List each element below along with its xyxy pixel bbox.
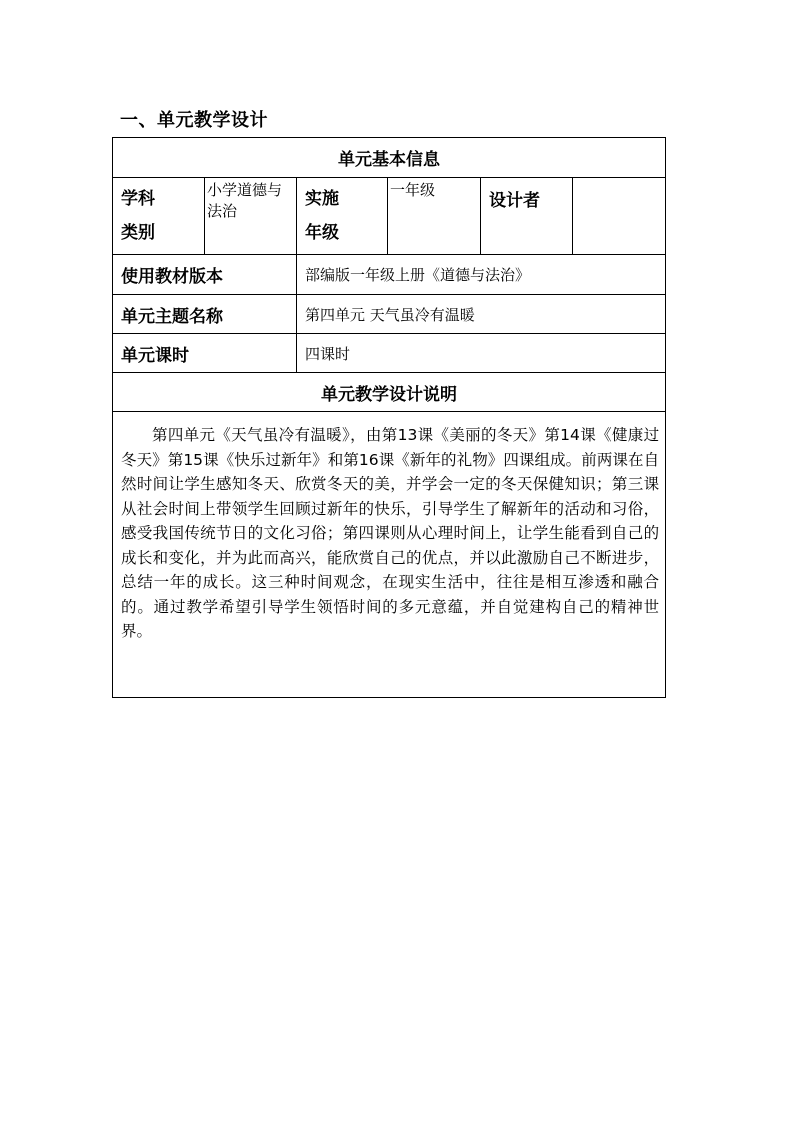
basic-info-title-row (113, 138, 666, 178)
grade-label-line1: 实施 (305, 189, 339, 209)
designer-value (573, 178, 666, 255)
subject-label-cell (113, 178, 205, 255)
unit-hours-label: 单元课时 (113, 334, 297, 373)
textbook-label: 使用教材版本 (113, 255, 297, 295)
design-desc-text: 第四单元《天气虽冷有温暖》，由第13课《美丽的冬天》第14课《健康过冬天》第15课《快乐过新年》和第16课《新年的礼物》四课组成。前两课在自然时间让学生感知冬天、欣赏冬天的美，并学会一定的冬天保健知识；第三课从社会时间上带领学生回顾过新年的快乐，引导学生了解新年的活动和习俗，感受我国传统节日的文化习俗；第四课则从心理时间上，让学生能看到自己的成长和变化，并为此而高兴，能欣赏自己的优点，并以此激励自己不断进步，总结一年的成长。这三种时间观念，在现实生活中，往往是相互渗透和融合的。通过教学希望引导学生领悟时间的多元意蕴，并自觉建构自己的精神世界。 (113, 412, 666, 698)
unit-hours-row (113, 334, 666, 373)
design-desc-body-row (113, 412, 666, 698)
textbook-value: 部编版一年级上册《道德与法治》 (297, 255, 666, 295)
subject-grade-row (113, 178, 666, 255)
unit-theme-row (113, 295, 666, 334)
section-heading: 一、单元教学设计 (120, 110, 268, 131)
subject-value: 小学道德与法治 (205, 178, 297, 255)
designer-label: 设计者 (481, 178, 573, 255)
subject-label-line1: 学科 (121, 189, 155, 209)
textbook-row (113, 255, 666, 295)
unit-theme-value: 第四单元 天气虽冷有温暖 (297, 295, 666, 334)
grade-label-cell (297, 178, 388, 255)
design-desc-title: 单元教学设计说明 (113, 373, 666, 412)
grade-label-line2: 年级 (305, 223, 339, 243)
design-desc-title-row (113, 373, 666, 412)
basic-info-title: 单元基本信息 (113, 138, 666, 178)
unit-hours-value: 四课时 (297, 334, 666, 373)
subject-label-line2: 类别 (121, 223, 155, 243)
unit-theme-label: 单元主题名称 (113, 295, 297, 334)
grade-value: 一年级 (388, 178, 481, 255)
unit-design-table (112, 137, 666, 698)
unit-design-table-wrapper (112, 137, 665, 699)
